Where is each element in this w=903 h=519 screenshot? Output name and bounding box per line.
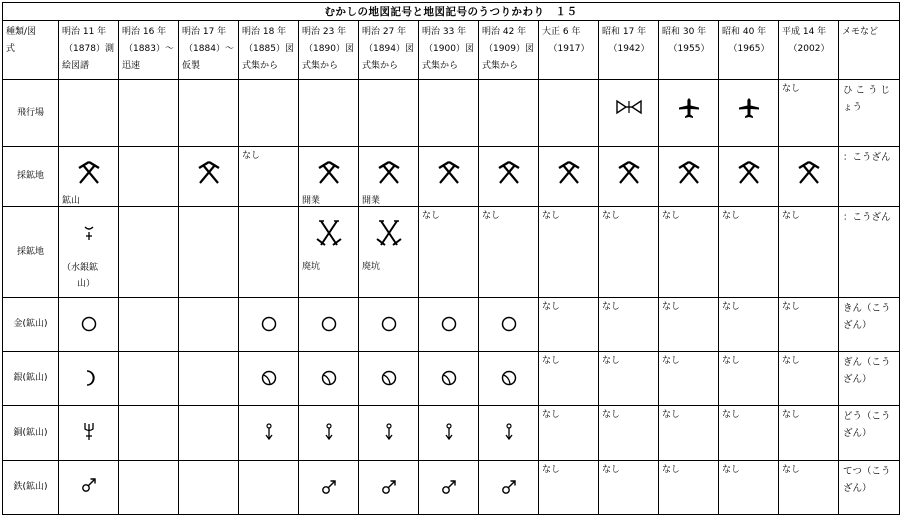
memo-line: ょう	[843, 102, 863, 113]
symbol-cell	[539, 461, 599, 515]
symbol-cell	[779, 461, 839, 515]
header-era-source: 式集から	[482, 61, 519, 71]
symbol-cell	[719, 147, 779, 207]
circle-with-arc-icon	[380, 369, 398, 387]
none-label: なし	[722, 465, 741, 475]
symbol-cell	[419, 80, 479, 147]
header-era-western: （1884）～	[184, 44, 234, 54]
none-label: なし	[542, 356, 561, 366]
header-era-western: （1900）図	[424, 44, 474, 54]
header-kind-line2: 式	[6, 44, 16, 54]
symbol-cell	[119, 406, 179, 461]
crossed-picks-icon	[195, 161, 223, 185]
symbol-cell	[779, 352, 839, 406]
symbol-cell	[179, 352, 239, 406]
symbol-cell	[419, 352, 479, 406]
crossed-picks-icon	[555, 161, 583, 185]
memo-line: ざん）	[843, 320, 872, 331]
row-kind	[3, 207, 59, 298]
crossed-picks-icon	[495, 161, 523, 185]
header-era-year: 昭和 30 年	[662, 27, 707, 37]
header-era-year: 明治 18 年	[242, 27, 287, 37]
row-kind	[3, 461, 59, 515]
document-table	[2, 2, 900, 516]
symbol-cell	[59, 207, 119, 298]
symbol-cell	[599, 298, 659, 352]
row-kind-label: 採鉱地	[16, 247, 44, 257]
symbol-cell	[119, 80, 179, 147]
header-era	[359, 21, 419, 80]
none-label: なし	[662, 211, 681, 221]
row-kind	[3, 147, 59, 207]
crossed-swords-icon	[376, 219, 402, 249]
symbol-cell	[539, 207, 599, 298]
header-era	[659, 21, 719, 80]
circle-with-arc-icon	[500, 369, 518, 387]
row-kind	[3, 406, 59, 461]
symbol-cell	[359, 207, 419, 298]
mars-icon	[441, 479, 457, 495]
header-era-year: 明治 27 年	[362, 27, 407, 37]
crescent-moon-icon	[80, 369, 98, 387]
mars-icon	[321, 479, 337, 495]
symbol-note: 開業	[362, 196, 381, 206]
symbol-cell	[119, 298, 179, 352]
memo-cell	[839, 80, 900, 147]
header-era-year: 平成 14 年	[782, 27, 827, 37]
header-era-source: 式集から	[422, 61, 459, 71]
row-kind	[3, 80, 59, 147]
mars-icon	[501, 479, 517, 495]
symbol-cell	[239, 147, 299, 207]
none-label: なし	[602, 410, 621, 420]
crossed-picks-icon	[435, 161, 463, 185]
crossed-picks-icon	[75, 161, 103, 185]
header-era-western: （1890）図	[304, 44, 354, 54]
symbol-cell	[719, 406, 779, 461]
symbol-cell	[239, 298, 299, 352]
symbol-cell	[719, 207, 779, 298]
circle-with-arc-icon	[320, 369, 338, 387]
symbol-cell	[659, 298, 719, 352]
symbol-cell	[779, 406, 839, 461]
down-arrow-icon	[323, 423, 335, 441]
down-arrow-icon	[443, 423, 455, 441]
header-memo	[839, 21, 900, 80]
symbol-cell	[599, 352, 659, 406]
header-era-year: 大正 6 年	[542, 27, 581, 37]
header-era	[299, 21, 359, 80]
row-kind-label: 鉄(鉱山)	[13, 482, 48, 492]
none-label: なし	[482, 211, 501, 221]
none-label: なし	[722, 356, 741, 366]
symbol-cell	[359, 147, 419, 207]
header-era-western: （1883）～	[124, 44, 174, 54]
symbol-cell	[299, 147, 359, 207]
mercury-symbol-icon	[82, 225, 96, 243]
circle-icon	[440, 315, 458, 333]
header-era-western: （2002）	[788, 44, 830, 54]
row-kind-label: 銀(鉱山)	[13, 373, 48, 383]
none-label: なし	[782, 302, 801, 312]
none-label: なし	[662, 465, 681, 475]
header-era-western: （1878）測	[64, 44, 114, 54]
symbol-cell	[59, 406, 119, 461]
mars-icon	[81, 477, 97, 493]
symbol-cell	[479, 207, 539, 298]
header-era-western: （1894）図	[364, 44, 414, 54]
symbol-cell	[359, 352, 419, 406]
header-era-year: 明治 11 年	[62, 27, 107, 37]
symbol-cell	[659, 207, 719, 298]
symbol-cell	[119, 207, 179, 298]
header-memo-label: メモなど	[842, 27, 879, 37]
crossed-swords-icon	[316, 219, 342, 249]
circle-icon	[320, 315, 338, 333]
header-era	[59, 21, 119, 80]
symbol-note: （水銀鉱	[62, 263, 99, 273]
symbol-cell	[539, 352, 599, 406]
symbol-cell	[659, 406, 719, 461]
symbol-cell	[299, 298, 359, 352]
none-label: なし	[542, 302, 561, 312]
none-label: なし	[782, 465, 801, 475]
table-row	[3, 298, 900, 352]
crossed-picks-icon	[735, 161, 763, 185]
symbol-note: 廃坑	[302, 262, 321, 272]
symbol-cell	[179, 461, 239, 515]
header-era	[479, 21, 539, 80]
header-era	[179, 21, 239, 80]
symbol-cell	[359, 461, 419, 515]
header-era-source: 絵図譜	[62, 61, 90, 71]
symbol-cell	[59, 298, 119, 352]
symbol-cell	[239, 207, 299, 298]
symbol-cell	[659, 352, 719, 406]
circle-icon	[80, 315, 98, 333]
down-arrow-icon	[263, 423, 275, 441]
header-era-source: 式集から	[362, 61, 399, 71]
bowtie-airfield-icon	[614, 98, 644, 116]
memo-line: きん（こう	[843, 303, 891, 314]
symbol-cell	[299, 80, 359, 147]
header-row	[3, 21, 900, 80]
header-kind	[3, 21, 59, 80]
none-label: なし	[782, 84, 801, 94]
symbol-note: 山）	[77, 279, 96, 289]
mars-icon	[381, 479, 397, 495]
memo-line: てつ（こう	[843, 466, 891, 477]
table-row	[3, 207, 900, 298]
symbol-cell	[419, 406, 479, 461]
header-era	[779, 21, 839, 80]
symbol-cell	[479, 298, 539, 352]
none-label: なし	[722, 211, 741, 221]
symbol-cell	[179, 406, 239, 461]
header-era-year: 昭和 40 年	[722, 27, 767, 37]
row-kind-label: 銅(鉱山)	[13, 428, 48, 438]
memo-cell	[839, 461, 900, 515]
symbol-cell	[59, 352, 119, 406]
symbol-cell	[479, 461, 539, 515]
symbol-cell	[299, 352, 359, 406]
header-era-year: 明治 23 年	[302, 27, 347, 37]
symbol-cell	[539, 80, 599, 147]
symbol-note: 廃坑	[362, 262, 381, 272]
memo-cell	[839, 147, 900, 207]
venus-trident-icon	[82, 422, 96, 442]
memo-line: ざん）	[843, 483, 872, 494]
symbol-cell	[479, 406, 539, 461]
symbol-cell	[419, 147, 479, 207]
symbol-cell	[419, 207, 479, 298]
symbol-cell	[599, 406, 659, 461]
symbol-cell	[179, 207, 239, 298]
header-era-western: （1965）	[728, 44, 770, 54]
memo-line: ひ こ う じ	[843, 85, 891, 96]
header-era	[539, 21, 599, 80]
symbol-cell	[599, 80, 659, 147]
symbol-cell	[119, 461, 179, 515]
memo-line: ざん）	[843, 428, 872, 439]
circle-with-arc-icon	[440, 369, 458, 387]
symbol-cell	[239, 461, 299, 515]
symbol-cell	[119, 352, 179, 406]
header-era-year: 明治 16 年	[122, 27, 167, 37]
memo-line: ぎん（こう	[843, 357, 891, 368]
memo-cell	[839, 207, 900, 298]
symbol-cell	[119, 147, 179, 207]
symbol-cell	[59, 147, 119, 207]
row-kind-label: 金(鉱山)	[13, 319, 48, 329]
symbol-cell	[719, 298, 779, 352]
down-arrow-icon	[503, 423, 515, 441]
airplane-icon	[678, 97, 700, 119]
none-label: なし	[782, 410, 801, 420]
symbol-cell	[299, 461, 359, 515]
symbol-cell	[719, 461, 779, 515]
symbol-cell	[779, 298, 839, 352]
airplane-icon	[738, 97, 760, 119]
row-kind-label: 飛行場	[16, 108, 44, 118]
memo-cell	[839, 298, 900, 352]
header-era	[239, 21, 299, 80]
symbol-note: 鉱山	[62, 196, 81, 206]
circle-icon	[500, 315, 518, 333]
header-era-source: 仮製	[182, 61, 201, 71]
symbol-cell	[239, 80, 299, 147]
header-era	[419, 21, 479, 80]
symbol-cell	[539, 298, 599, 352]
symbol-cell	[59, 80, 119, 147]
symbol-cell	[179, 298, 239, 352]
symbol-cell	[659, 147, 719, 207]
none-label: なし	[542, 211, 561, 221]
none-label: なし	[602, 302, 621, 312]
symbol-cell	[179, 147, 239, 207]
symbol-cell	[179, 80, 239, 147]
header-era-western: （1885）図	[244, 44, 294, 54]
header-era-western: （1955）	[668, 44, 710, 54]
none-label: なし	[422, 211, 441, 221]
header-era	[119, 21, 179, 80]
symbol-cell	[359, 298, 419, 352]
memo-cell	[839, 406, 900, 461]
none-label: なし	[542, 410, 561, 420]
symbol-cell	[299, 406, 359, 461]
header-era-western: （1942）	[608, 44, 650, 54]
header-era-western: （1917）	[548, 44, 590, 54]
none-label: なし	[662, 356, 681, 366]
crossed-picks-icon	[675, 161, 703, 185]
header-era-year: 明治 33 年	[422, 27, 467, 37]
symbol-cell	[479, 80, 539, 147]
symbol-cell	[539, 406, 599, 461]
none-label: なし	[602, 465, 621, 475]
circle-with-arc-icon	[260, 369, 278, 387]
symbol-table	[2, 20, 900, 515]
symbol-cell	[659, 461, 719, 515]
symbol-cell	[419, 461, 479, 515]
symbol-cell	[239, 352, 299, 406]
table-row	[3, 406, 900, 461]
header-era-source: 式集から	[302, 61, 339, 71]
page-title: むかしの地図記号と地図記号のうつりかわり １５	[2, 2, 900, 21]
header-era	[719, 21, 779, 80]
header-era-year: 明治 42 年	[482, 27, 527, 37]
symbol-cell	[719, 80, 779, 147]
symbol-cell	[659, 80, 719, 147]
memo-line: どう（こう	[843, 411, 891, 422]
header-era-western: （1909）図	[484, 44, 534, 54]
symbol-cell	[479, 352, 539, 406]
none-label: なし	[782, 211, 801, 221]
memo-line: ：こうざん	[843, 152, 891, 163]
none-label: なし	[782, 356, 801, 366]
none-label: なし	[722, 302, 741, 312]
crossed-picks-icon	[615, 161, 643, 185]
row-kind	[3, 298, 59, 352]
crossed-picks-icon	[315, 161, 343, 185]
row-kind-label: 採鉱地	[16, 171, 44, 181]
circle-icon	[380, 315, 398, 333]
down-arrow-icon	[383, 423, 395, 441]
symbol-cell	[599, 147, 659, 207]
none-label: なし	[662, 302, 681, 312]
symbol-cell	[299, 207, 359, 298]
header-kind-line1: 種類/図	[6, 27, 37, 37]
symbol-cell	[359, 80, 419, 147]
header-era-source: 迅速	[122, 61, 141, 71]
symbol-note: 開業	[302, 196, 321, 206]
none-label: なし	[542, 465, 561, 475]
table-row	[3, 80, 900, 147]
symbol-cell	[239, 406, 299, 461]
table-row	[3, 352, 900, 406]
symbol-cell	[599, 461, 659, 515]
header-era-year: 昭和 17 年	[602, 27, 647, 37]
table-row	[3, 461, 900, 515]
circle-icon	[260, 315, 278, 333]
memo-line: ：こうざん	[843, 212, 891, 223]
none-label: なし	[662, 410, 681, 420]
row-kind	[3, 352, 59, 406]
symbol-cell	[719, 352, 779, 406]
none-label: なし	[242, 151, 261, 161]
symbol-cell	[419, 298, 479, 352]
symbol-cell	[779, 147, 839, 207]
none-label: なし	[722, 410, 741, 420]
symbol-cell	[779, 207, 839, 298]
memo-line: ざん）	[843, 374, 872, 385]
header-era	[599, 21, 659, 80]
header-era-source: 式集から	[242, 61, 279, 71]
header-era-year: 明治 17 年	[182, 27, 227, 37]
symbol-cell	[539, 147, 599, 207]
symbol-cell	[59, 461, 119, 515]
none-label: なし	[602, 211, 621, 221]
memo-cell	[839, 352, 900, 406]
crossed-picks-icon	[795, 161, 823, 185]
table-row	[3, 147, 900, 207]
crossed-picks-icon	[375, 161, 403, 185]
symbol-cell	[479, 147, 539, 207]
symbol-cell	[359, 406, 419, 461]
symbol-cell	[599, 207, 659, 298]
none-label: なし	[602, 356, 621, 366]
symbol-cell	[779, 80, 839, 147]
